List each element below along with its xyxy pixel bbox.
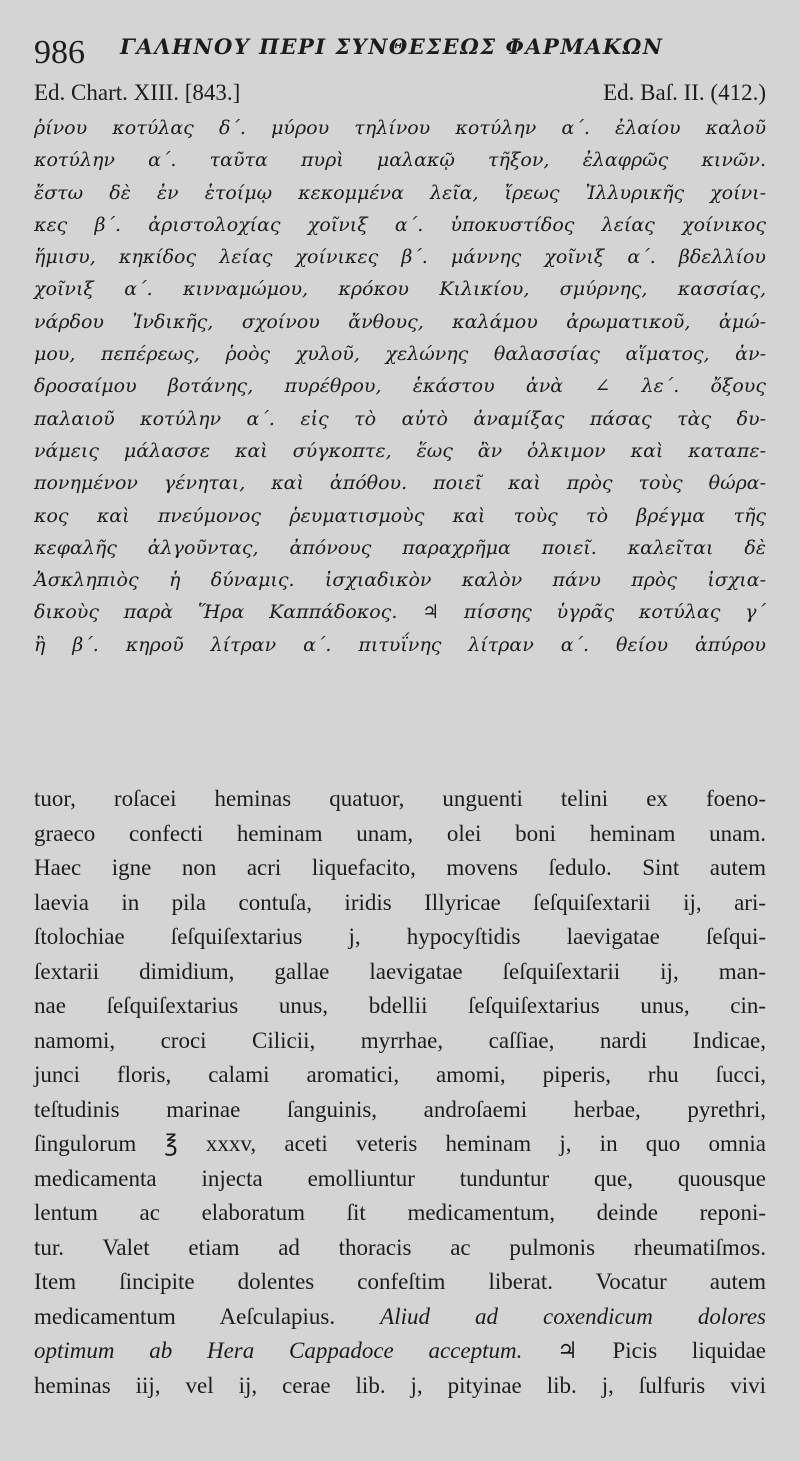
greek-line: πονημένον γένηται, καὶ ἀπόθου. ποιεῖ καὶ πρὸς τοὺς θώρα-	[34, 472, 766, 495]
greek-line: χοῖνιξ α΄. κινναμώμου, κρόκου Κιλικίου, σμύρνης, κασσίας,	[34, 278, 766, 301]
latin-line-italic: Aliud ad coxendicum dolores	[380, 1303, 767, 1329]
latin-line-text: namomi, croci Cilicii, myrrhae, caſſiae, nardi Indicae,	[34, 1027, 766, 1053]
latin-line	[34, 817, 766, 852]
greek-line: κος καὶ πνεύμονος ῥευματισμοὺς καὶ τοὺς τὸ βρέγμα τῆς	[34, 504, 766, 527]
latin-text-block	[34, 782, 766, 1403]
latin-line-text: Haec igne non acri liquefacito, movens ſedulo. Sint autem	[34, 855, 766, 880]
latin-line-text: teſtudinis marinae ſanguinis, androſaemi herbae, pyrethri,	[34, 1096, 766, 1122]
latin-line-text: tuor, roſacei heminas quatuor, unguenti telini ex foeno-	[34, 786, 766, 811]
latin-line	[34, 1196, 766, 1231]
latin-line-text: ſtolochiae ſeſquiſextarius j, hypocyſtidis laevigatae ſeſqui-	[34, 924, 766, 949]
greek-line: παλαιοῦ κοτύλην α΄. εἰς τὸ αὐτὸ ἀναμίξας πάσας τὰς δυ-	[34, 407, 766, 430]
greek-line: ῥίνου κοτύλας δ΄. μύρου τηλίνου κοτύλην α΄. ἐλαίου καλοῦ	[34, 117, 766, 139]
latin-line-text: tur. Valet etiam ad thoracis ac pulmonis rheumatiſmos.	[34, 1234, 766, 1260]
greek-line: δικοὺς παρὰ Ἥρα Καππάδοκος. ♃ πίσσης ὑγρᾶς κοτύλας γ΄	[34, 601, 766, 624]
greek-line: νάμεις μάλασσε καὶ σύγκοπτε, ἕως ἂν ὁλκιμον καὶ καταπε-	[34, 439, 766, 462]
latin-line	[34, 1127, 766, 1162]
latin-line-text: lentum ac elaboratum ſit medicamentum, deinde reponi-	[34, 1200, 766, 1225]
greek-line: ἢ β΄. κηροῦ λίτραν α΄. πιτυΐνης λίτραν α΄. θείου ἀπύρου	[34, 633, 766, 656]
greek-line: δροσαίμου βοτάνης, πυρέθρου, ἑκάστου ἀνὰ ∠ λε΄. ὄξους	[34, 375, 766, 398]
latin-line-text: nae ſeſquiſextarius unus, bdellii ſeſquiſextarius unus, cin-	[34, 993, 766, 1018]
latin-line-text: junci floris, calami aromatici, amomi, piperis, rhu ſucci,	[34, 1062, 766, 1087]
latin-line-text: medicamentum Aeſculapius.	[34, 1303, 336, 1329]
latin-line	[34, 1265, 766, 1300]
greek-line: ἥμισυ, κηκίδος λείας χοίνικες β΄. μάννης χοῖνιξ α΄. βδελλίου	[34, 246, 766, 269]
latin-line	[34, 1231, 766, 1266]
latin-line	[34, 886, 766, 921]
greek-line: Ἀσκληπιὸς ἡ δύναμις. ἰσχιαδικὸν καλὸν πάνυ πρὸς ἰσχια-	[34, 569, 766, 592]
greek-text-block	[34, 112, 766, 661]
latin-line-text: graeco confecti heminam unam, olei boni heminam unam.	[34, 820, 766, 846]
page-number: 986	[34, 34, 85, 71]
edition-reference-left: Ed. Chart. XIII. [843.]	[34, 80, 241, 105]
latin-line	[34, 1369, 766, 1404]
greek-line: κεφαλῆς ἀλγοῦντας, ἀπόνους παραχρῆμα ποιεῖ. καλεῖται δὲ	[34, 536, 766, 559]
greek-line: νάρδου Ἰνδικῆς, σχοίνου ἄνθους, καλάμου ἀρωματικοῦ, ἀμώ-	[34, 310, 766, 333]
greek-line: κες β΄. ἀριστολοχίας χοῖνιξ α΄. ὑποκυστίδος λείας χοίνικος	[34, 213, 766, 236]
latin-line-text: Item ſincipite dolentes confeſtim liberat. Vocatur autem	[34, 1269, 766, 1294]
latin-line	[34, 1300, 766, 1335]
latin-line	[34, 782, 766, 817]
latin-line	[34, 955, 766, 990]
latin-line	[34, 1334, 766, 1369]
running-title: ΓΑΛΗΝΟΥ ΠΕΡΙ ΣΥΝΘΕΣΕΩΣ ΦΑΡΜΑΚΩΝ	[120, 34, 664, 59]
latin-line-text: ſingulorum ℥ xxxv, aceti veteris heminam j, in quo omnia	[34, 1131, 766, 1156]
greek-line: ἔστω δὲ ἐν ἑτοίμῳ κεκομμένα λεῖα, ἴρεως Ἰλλυρικῆς χοίνι-	[34, 181, 766, 204]
edition-reference-right: Ed. Baſ. II. (412.)	[603, 80, 766, 105]
latin-line-text: heminas iij, vel ij, cerae lib. j, pityinae lib. j, ſulfuris vivi	[34, 1372, 766, 1398]
latin-line-italic: optimum ab Hera Cappadoce acceptum.	[34, 1338, 523, 1363]
greek-line: κοτύλην α΄. ταῦτα πυρὶ μαλακῷ τῆξον, ἐλαφρῶς κινῶν.	[34, 149, 766, 172]
latin-line	[34, 1058, 766, 1093]
latin-line	[34, 920, 766, 955]
latin-line-text: laevia in pila contuſa, iridis Illyricae ſeſquiſextarii ij, ari-	[34, 889, 766, 915]
latin-line-text: ſextarii dimidium, gallae laevigatae ſeſquiſextarii ij, man-	[34, 958, 766, 984]
latin-line	[34, 1093, 766, 1128]
latin-line	[34, 1162, 766, 1197]
latin-line-text: medicamenta injecta emolliuntur tunduntur que, quousque	[34, 1165, 766, 1191]
latin-line-text: ♃ Picis liquidae	[557, 1338, 767, 1363]
latin-line	[34, 851, 766, 886]
latin-line	[34, 1024, 766, 1059]
greek-line: μου, πεπέρεως, ῥοὸς χυλοῦ, χελώνης θαλασσίας αἵματος, ἀν-	[34, 343, 766, 366]
latin-line	[34, 989, 766, 1024]
